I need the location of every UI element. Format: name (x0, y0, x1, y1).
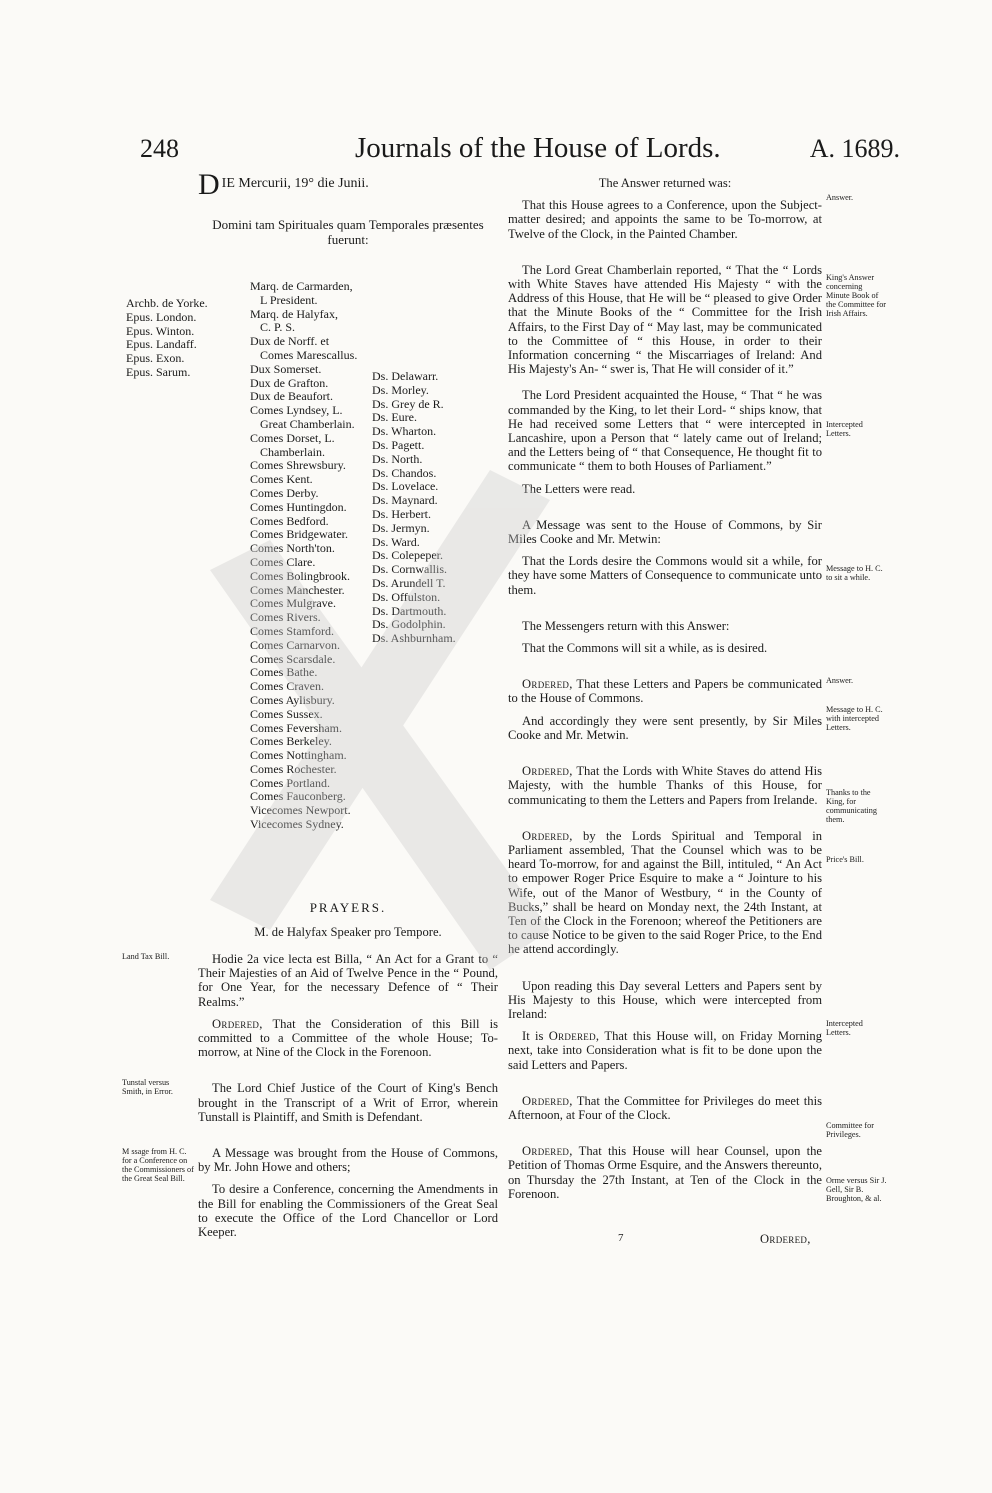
message-text: A Message was brought from the House of Commons, by Mr. John Howe and others; (198, 1146, 498, 1175)
lord-entry: Comes Sussex. (250, 706, 323, 721)
bishop-entry: Epus. Exon. (126, 351, 185, 366)
baron-entry: Ds. Offulston. (372, 589, 441, 604)
letters-sent: And accordingly they were sent presently, by Sir Miles Cooke and Mr. Metwin. (508, 713, 822, 742)
margin-note-intercepted: Intercepted Letters. (826, 420, 863, 438)
bishop-entry: Epus. London. (126, 309, 197, 324)
lord-entry: Chamberlain. (260, 444, 325, 459)
baron-entry: Ds. Colepeper. (372, 548, 443, 563)
margin-note-message-sit: Message to H. C. to sit a while. (826, 564, 883, 582)
margin-note-message-letters: Message to H. C. with intercepted Letters. (826, 705, 883, 732)
lord-entry: Comes Scarsdale. (250, 651, 336, 666)
lord-entry: Comes Craven. (250, 679, 324, 694)
lord-entry: Comes Shrewsbury. (250, 458, 346, 473)
margin-note-kings-answer: King's Answer concerning Minute Book of the Committee for Irish Affairs. (826, 273, 887, 318)
lord-entry: Dux Somerset. (250, 361, 322, 376)
order-text: That the Consideration of this Bill is committed to a Committee of the whole House; To-morrow, at Nine of the Clock in the Forenoon. (198, 1016, 498, 1060)
order-price-bill (508, 829, 822, 957)
lord-entry: Dux de Norff. et (250, 334, 330, 349)
baron-entry: Ds. Pagett. (372, 437, 425, 452)
lords-list-barons (372, 370, 456, 646)
presentes-line-2: fuerunt: (327, 232, 369, 247)
speaker-line: M. de Halyfax Speaker pro Tempore. (254, 925, 442, 939)
lord-entry: Comes Feversham. (250, 720, 342, 735)
left-column-body (198, 952, 498, 1247)
lord-entry: Comes Mulgrave. (250, 596, 336, 611)
lord-entry: Comes North'ton. (250, 541, 335, 556)
lord-entry: Marq. de Carmarden, (250, 279, 353, 293)
presentes-heading (198, 217, 498, 247)
page-header (140, 132, 900, 172)
presentes-line-1: Domini tam Spirituales quam Temporales præsentes (212, 217, 484, 232)
lord-entry: Comes Bathe. (250, 665, 318, 680)
margin-note-land-tax: Land Tax Bill. (122, 952, 170, 961)
answer-returned: The Answer returned was: (598, 176, 732, 190)
lord-entry: Comes Bedford. (250, 513, 329, 528)
order-lead: Ordered, (522, 1093, 573, 1108)
lord-entry: Comes Kent. (250, 472, 313, 487)
order-lead: Ordered, (548, 1029, 600, 1044)
order-lead: Ordered, (522, 1144, 573, 1159)
conference-text: To desire a Conference, concerning the Amendments in the Bill for enabling the Commissioners of the Great Seal to execute the Office of the Lord Chancellor or Lord Keeper. (198, 1182, 498, 1240)
land-tax-bill-text: Hodie 2a vice lecta est Billa, “ An Act for a Grant to “ Their Majesties of an Aid of Twelve Pence in the “ Pound, for One Year, for the necessary Defence of “ Their Realms.” (198, 952, 498, 1009)
margin-note-tunstal: Tunstal versus Smith, in Error. (122, 1078, 173, 1096)
lord-entry: Comes Berkeley. (250, 734, 332, 749)
date-text: IE Mercurii, 19° die Junii. (221, 176, 369, 191)
order-thanks (508, 764, 822, 807)
lord-entry: L President. (260, 292, 318, 307)
baron-entry: Ds. Godolphin. (372, 617, 446, 632)
order-pre: It is (522, 1029, 549, 1044)
commons-answer: That the Commons will sit a while, as is desired. (522, 641, 768, 656)
lord-entry: Comes Carnarvon. (250, 637, 340, 652)
bishop-entry: Epus. Sarum. (126, 364, 191, 379)
session-date (198, 168, 498, 201)
lord-entry: Comes Nottingham. (250, 748, 347, 763)
bishops-list (126, 297, 208, 380)
order-text: That this House will, on Friday Morning next, take into Consideration what is fit to be done upon the said Letters and Papers. (508, 1029, 822, 1072)
baron-entry: Ds. Eure. (372, 410, 417, 425)
bishop-entry: Epus. Winton. (126, 323, 195, 338)
writ-of-error-text: The Lord Chief Justice of the Court of King's Bench brought in the Transcript of a Writ of Error, wherein Tunstall is Plaintiff, and Smith is Defendant. (198, 1081, 498, 1124)
order-text: That the Lords with White Staves do attend His Majesty, with the humble Thanks of this House, for communicating to them the Letters and Papers from Irelande. (508, 764, 822, 807)
baron-entry: Ds. Herbert. (372, 506, 431, 521)
lord-entry: Comes Stamford. (250, 623, 334, 638)
lord-entry: C. P. S. (260, 320, 296, 335)
order-letters (508, 677, 822, 705)
baron-entry: Ds. Chandos. (372, 465, 437, 480)
lord-entry: Comes Marescallus. (260, 347, 358, 362)
baron-entry: Ds. Ward. (372, 534, 420, 549)
order-text: by the Lords Spiritual and Temporal in Parliament assembled, That the Counsel which was to be heard To-morrow, for and against the Bill, intituled, “ An Act to empower Roger Price Esquire to make a “ Jointure to his Wife, out of the Manor of Westbury, “ in the County of Bucks,” shall be heard on Monday next, the 24th Instant, at Ten of the Clock in the Forenoon; whereof the Petitioners are to cause Notice to be given to the said Roger Price, to the End he attend accordingly. (508, 828, 822, 957)
letters-read: The Letters were read. (522, 481, 636, 496)
drop-capital: D (198, 168, 220, 201)
order-orme (508, 1144, 822, 1201)
messengers-return: The Messengers return with this Answer: (522, 618, 730, 633)
baron-entry: Ds. Arundell T. (372, 575, 446, 590)
order-text: That this House will hear Counsel, upon the Petition of Thomas Orme Esquire, and the Answers thereunto, on Thursday the 27th Instant, at Ten of the Clock in the Forenoon. (508, 1144, 822, 1201)
baron-entry: Ds. Delawarr. (372, 369, 439, 383)
lord-entry: Comes Portland. (250, 775, 330, 790)
margin-note-price-bill: Price's Bill. (826, 855, 864, 864)
bishop-entry: Epus. Landaff. (126, 337, 197, 352)
margin-note-thanks: Thanks to the King, for communicating them. (826, 788, 877, 824)
baron-entry: Ds. Jermyn. (372, 520, 430, 535)
lord-entry: Comes Dorset, L. (250, 430, 335, 445)
lord-entry: Comes Rivers. (250, 610, 321, 625)
bishop-entry: Archb. de Yorke. (126, 296, 208, 310)
baron-entry: Ds. Wharton. (372, 424, 437, 439)
conference-agreed: That this House agrees to a Conference, upon the Subject-matter desired; and appoints the same to be To-morrow, at Twelve of the Clock, in the Painted Chamber. (508, 198, 822, 241)
baron-entry: Ds. Grey de R. (372, 396, 444, 411)
margin-note-message: M ssage from H. C. for a Conference on the Commissioners of the Great Seal Bill. (122, 1147, 194, 1183)
lord-entry: Comes Huntingdon. (250, 499, 347, 514)
page-number: 248 (140, 134, 179, 163)
order-text: That the Committee for Privileges do meet this Afternoon, at Four of the Clock. (508, 1093, 822, 1122)
running-title: Journals of the House of Lords. (355, 132, 721, 164)
lords-list-earls (250, 280, 357, 832)
order-lead: Ordered, (522, 828, 573, 843)
lord-entry: Comes Bridgewater. (250, 527, 348, 542)
lord-entry: Great Chamberlain. (260, 416, 355, 431)
order-text: That these Letters and Papers be communicated to the House of Commons. (508, 677, 822, 706)
baron-entry: Ds. Maynard. (372, 493, 438, 508)
margin-note-answer-2: Answer. (826, 676, 854, 685)
catchword: Ordered, (760, 1232, 811, 1246)
lord-entry: Comes Rochester. (250, 761, 337, 776)
order-friday (508, 1029, 822, 1072)
lord-entry: Vicecomes Newport. (250, 803, 351, 818)
chamberlain-report: The Lord Great Chamberlain reported, “ That the “ Lords with White Staves have attended His Majesty “ with the Address of this House, that He will be “ pleased to give Order that the Minute Books of the “ Committee for the Irish Affairs, to the First Day of “ May last, may be communicated to the Committee of “ this House, in order to their Information concerning “ the Miscarriages of Ireland: And His Majesty's An- “ swer is, That He will consider of it.” (508, 262, 822, 377)
lord-entry: Comes Derby. (250, 485, 319, 500)
lord-entry: Dux de Beaufort. (250, 389, 333, 404)
margin-note-orme: Orme versus Sir J. Gell, Sir B. Broughton, & al. (826, 1176, 887, 1203)
message-sent: A Message was sent to the House of Commons, by Sir Miles Cooke and Mr. Metwin: (508, 517, 822, 547)
land-tax-order (198, 1017, 498, 1060)
page-year: A. 1689. (809, 134, 900, 163)
baron-entry: Ds. North. (372, 451, 423, 466)
baron-entry: Ds. Ashburnham. (372, 631, 456, 646)
baron-entry: Ds. Lovelace. (372, 479, 439, 494)
order-privileges (508, 1094, 822, 1122)
president-acquainted: The Lord President acquainted the House, “ That “ he was commanded by the King, to let their Lord- “ ships know, that He had received some Letters that “ were intercepted in Lancashire, upon a Person that “ lately came out of Ireland; and the Letters being of “ that Consequence, He thought fit to communicate “ them to both Houses of Parliament.” (508, 388, 822, 474)
baron-entry: Ds. Cornwallis. (372, 562, 447, 577)
margin-note-intercepted-2: Intercepted Letters. (826, 1019, 863, 1037)
lord-entry: Comes Aylisbury. (250, 692, 335, 707)
order-lead: Ordered, (522, 677, 573, 692)
reading-letters: Upon reading this Day several Letters and Papers sent by His Majesty to this House, which were intercepted from Ireland: (508, 978, 822, 1021)
lord-entry: Vicecomes Sydney. (250, 817, 344, 832)
signature-mark: 7 (618, 1232, 624, 1244)
lord-entry: Dux de Grafton. (250, 375, 329, 390)
lord-entry: Marq. de Halyfax, (250, 306, 338, 321)
margin-note-privileges: Committee for Privileges. (826, 1121, 874, 1139)
order-lead: Ordered, (212, 1016, 263, 1031)
prayers-heading: PRAYERS. (309, 900, 387, 915)
baron-entry: Ds. Morley. (372, 382, 429, 397)
lord-entry: Comes Fauconberg. (250, 789, 346, 804)
right-column-body (508, 176, 822, 1209)
baron-entry: Ds. Dartmouth. (372, 603, 447, 618)
lord-entry: Comes Clare. (250, 554, 316, 569)
lord-entry: Comes Bolingbrook. (250, 568, 351, 583)
margin-note-answer: Answer. (826, 193, 854, 202)
lord-entry: Comes Lyndsey, L. (250, 403, 343, 418)
lord-entry: Comes Manchester. (250, 582, 345, 597)
order-lead: Ordered, (522, 764, 573, 779)
lords-desire: That the Lords desire the Commons would sit a while, for they have some Matters of Consequence to communicate unto them. (508, 554, 822, 597)
